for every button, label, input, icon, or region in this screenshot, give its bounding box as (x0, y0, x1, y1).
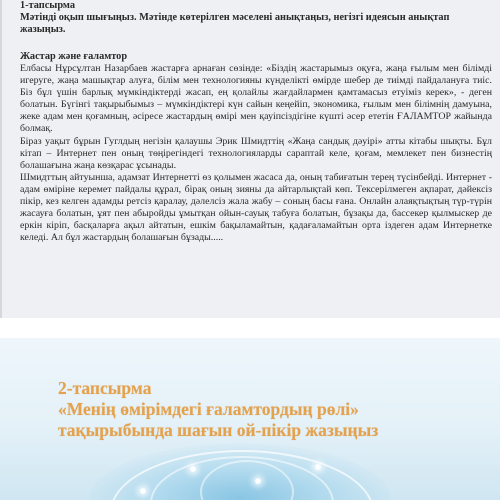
text-title: Жастар және ғаламтор (20, 51, 128, 62)
text-paragraph-1: Елбасы Нұрсұлтан Назарбаев жастарға арнаған сөзінде: «Біздің жастарымыз оқуға, жаңа ғылым мен білімді игеруге, жаңа машықтар алуға, білім мен технологияны күнделікті өмірде шебер де тиімді пайдалануға тиіс. Біз бұл үшін барлық мүмкіндіктерді жасап, ең қолайлы жағдайлармен қамтамасыз етуіміз керек», - деген болатын. Бүгінгі тақырыбымыз – мүмкіндіктері күн сайын кеңейіп, экономика, ғылым мен білімнің дамуына, жеке адам мен қоғамның, әсіресе жастардың өмірі мен қауіпсіздігіне күшті әсер ететін ҒАЛАМТОР жайында болмақ. (20, 63, 492, 135)
task2-slide (0, 338, 500, 500)
task2-heading: 2-тапсырма (58, 378, 152, 398)
task1-heading: 1-тапсырма (20, 0, 75, 11)
section-divider (0, 318, 500, 338)
task2-instruction: тақырыбында шағын ой-пікір жазыңыз (58, 420, 379, 440)
sparkle-decoration (255, 478, 261, 484)
task1-instruction: Мәтінді оқып шығыңыз. Мәтінде көтерілген мәселені анықтаңыз, негізгі идеясын анықтап жазыңыз. (20, 12, 450, 35)
sparkle-decoration (190, 466, 196, 472)
text-paragraph-3: Шмидттың айтуынша, адамзат Интернетті өз қолымен жасаса да, оның табиғатын терең түсінбейді. Интернет - адам өміріне керемет пайдалы құрал, бірақ оның зияны да айтарлықтай көп. Тексерілмеген ақпарат, дәйексіз пікір, кез келген адамды ретсіз қаралау, дәлелсіз жала жабу – соның басы ғана. Онлайн алаяқтықтың түр-түрін жасауға болатын, ұят пен абыройды ұмытқан ойын-сауық табуға болатын, бұзақы да, бассекер қылмыскер де еркін кіріп, басқаларға ақыл айтатын, ешкім бақыламайтын, қадағаламайтын орта іздеген адам Интернетке келеді. Ал бұл жастардың болашағын бұзады..... (20, 171, 492, 244)
sparkle-decoration (315, 464, 321, 470)
sparkle-decoration (140, 488, 146, 494)
task2-topic: «Менің өмірімдегі ғаламтордың рөлі» (58, 399, 359, 419)
text-paragraph-2: Біраз уақыт бұрын Гуглдың негізін қалаушы Эрик Шмидттің «Жаңа сандық дәуірі» атты кітабы шықты. Бұл кітап – Интернет пен оның төңірегіндегі технологияларды сараптай келе, қоғам, мемлекет пен бизнестің болашағына жаңа көзқарас ұсынады. (20, 135, 492, 171)
task2-heading-block (58, 378, 488, 441)
